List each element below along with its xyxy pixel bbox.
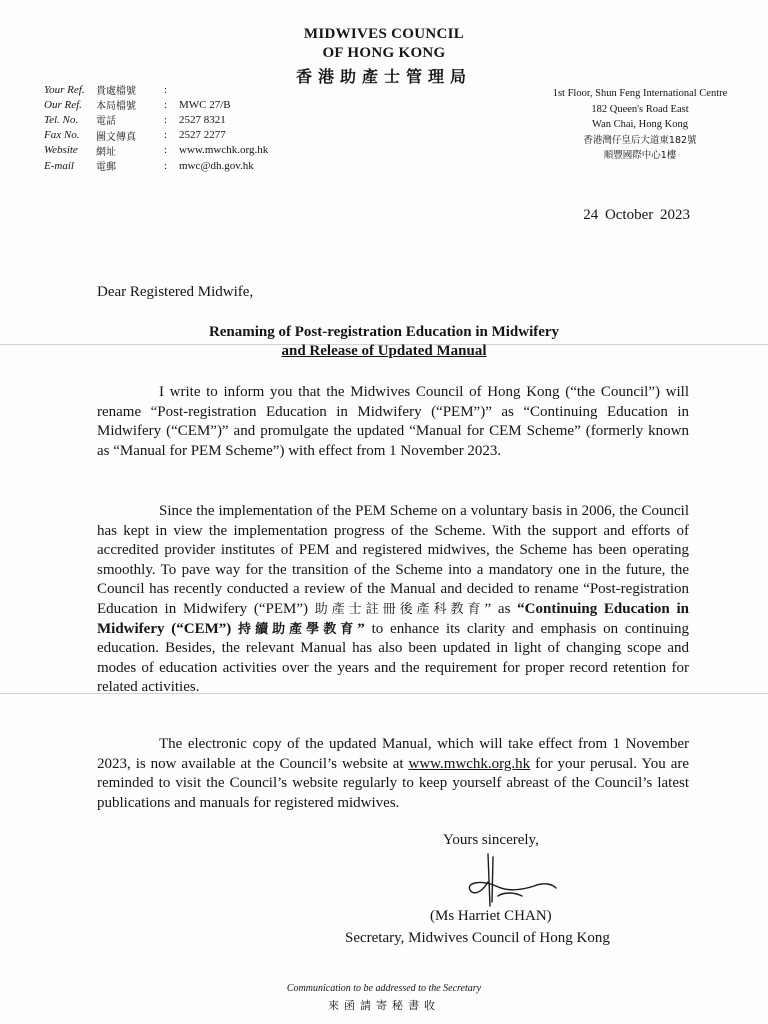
paragraph-2-text-c: to enhance its clarity and emphasis on continuing education. Besides, the relevant Manual has also been updated in light of changing scope and modes of education activities over the years and the requirement for proper record retention for related activities. xyxy=(97,620,690,696)
paragraph-3-text-a: The electronic copy of the updated Manual, which will take effect from 1 November 2023, is now available at the Council’s website at xyxy=(97,736,689,772)
org-name-zh: 香港助產士管理局 xyxy=(295,67,472,86)
ref-label-en: Our Ref. xyxy=(44,98,82,111)
subject-line-2 xyxy=(0,343,768,360)
ref-colon: : xyxy=(164,129,168,142)
ref-value-website[interactable]: www.mwchk.org.hk xyxy=(179,144,269,157)
salutation: Dear Registered Midwife, xyxy=(97,284,254,300)
ref-label-en: Website xyxy=(44,144,78,157)
pem-chinese-name: 助產士註冊後產科教育 xyxy=(314,601,485,617)
ref-label-zh: 圖文傳真 xyxy=(96,131,136,143)
footer-note-zh: 來函請寄秘書收 xyxy=(328,999,440,1012)
address-line-zh: 香港灣仔皇后大道東182號 xyxy=(583,134,697,146)
subject-line-1: Renaming of Post-registration Education in Midwifery xyxy=(208,324,560,340)
ref-label-en: E-mail xyxy=(44,159,74,172)
ref-label-zh: 本局檔號 xyxy=(96,101,136,113)
ref-row-email xyxy=(44,158,309,173)
closing: Yours sincerely, xyxy=(443,832,539,848)
address-line: Wan Chai, Hong Kong xyxy=(592,119,688,130)
ref-label-zh: 電話 xyxy=(96,116,116,128)
ref-colon: : xyxy=(164,159,168,172)
cem-close-quote: ” xyxy=(357,620,365,637)
website-link[interactable]: www.mwchk.org.hk xyxy=(408,755,531,772)
signer-title: Secretary, Midwives Council of Hong Kong xyxy=(345,930,610,946)
ref-row-fax xyxy=(44,128,309,143)
address-block xyxy=(535,86,745,164)
cem-english-name: “Continuing Education in Midwifery (“CEM”) xyxy=(97,600,690,637)
ref-row-your-ref xyxy=(44,82,309,97)
ref-colon: : xyxy=(164,98,168,111)
ref-label-zh: 網址 xyxy=(96,146,116,158)
ref-label-en: Fax No. xyxy=(44,129,80,142)
org-name-en-line2: OF HONG KONG xyxy=(322,45,446,61)
paragraph-2-text-a: Since the implementation of the PEM Scheme on a voluntary basis in 2006, the Council has kept in view the implementation progress of the Scheme. With the support and efforts of accredited provider institutes of PEM and registered midwives, the Scheme has been operating smoothly. To pave way for the transition of the Scheme into a mandatory one in the future, the Council has recently conducted a review of the Manual and decided to rename “Post-registration Education in Midwifery (“PEM”) xyxy=(97,503,689,617)
paragraph-3 xyxy=(97,735,689,813)
reference-block xyxy=(44,82,309,173)
letter-date: 24 October 2023 xyxy=(583,207,690,223)
paragraph-1 xyxy=(97,383,689,461)
ref-colon: : xyxy=(164,113,168,126)
address-line-zh: 順豐國際中心1樓 xyxy=(603,150,677,161)
ref-row-our-ref xyxy=(44,97,309,112)
ref-label-zh: 電郵 xyxy=(96,162,116,174)
cem-chinese-name: 持續助產學教育 xyxy=(238,621,358,637)
ref-value: 2527 8321 xyxy=(179,113,226,126)
address-line: 1st Floor, Shun Feng International Centre xyxy=(552,88,728,99)
ref-label-en: Your Ref. xyxy=(44,83,85,96)
ref-colon: : xyxy=(164,83,168,96)
ref-row-website xyxy=(44,143,309,158)
ref-value: 2527 2277 xyxy=(179,129,226,142)
paragraph-2-text-b: ” as xyxy=(484,600,511,617)
signature-image xyxy=(452,852,564,914)
ref-row-tel xyxy=(44,112,309,127)
ref-colon: : xyxy=(164,144,168,157)
ref-label-zh: 貴處檔號 xyxy=(96,86,136,98)
org-name-en-line1: MIDWIVES COUNCIL xyxy=(303,26,465,42)
signer-name: (Ms Harriet CHAN) xyxy=(430,908,552,924)
ref-value-email[interactable]: mwc@dh.gov.hk xyxy=(179,159,254,172)
footer-note-en: Communication to be addressed to the Secretary xyxy=(286,983,482,994)
paragraph-1-text: I write to inform you that the Midwives Council of Hong Kong (“the Council”) will rename “Post-registration Education in Midwifery (“PEM”)” as “Continuing Education in Midwifery (“CEM”)” and promulgate the updated “Manual for CEM Scheme” (formerly known as “Manual for PEM Scheme”) with effect from 1 November 2023. xyxy=(97,384,689,459)
subject-line-2-text: and Release of Updated Manual xyxy=(281,343,487,359)
paragraph-3-text-b: for your perusal. You are reminded to visit the Council’s website regularly to keep yourself abreast of the Council’s latest publications and manuals for registered midwives. xyxy=(97,755,690,811)
ref-label-en: Tel. No. xyxy=(44,113,79,126)
paragraph-2 xyxy=(97,502,689,698)
ref-value: MWC 27/B xyxy=(179,98,231,111)
address-line: 182 Queen's Road East xyxy=(591,103,689,115)
